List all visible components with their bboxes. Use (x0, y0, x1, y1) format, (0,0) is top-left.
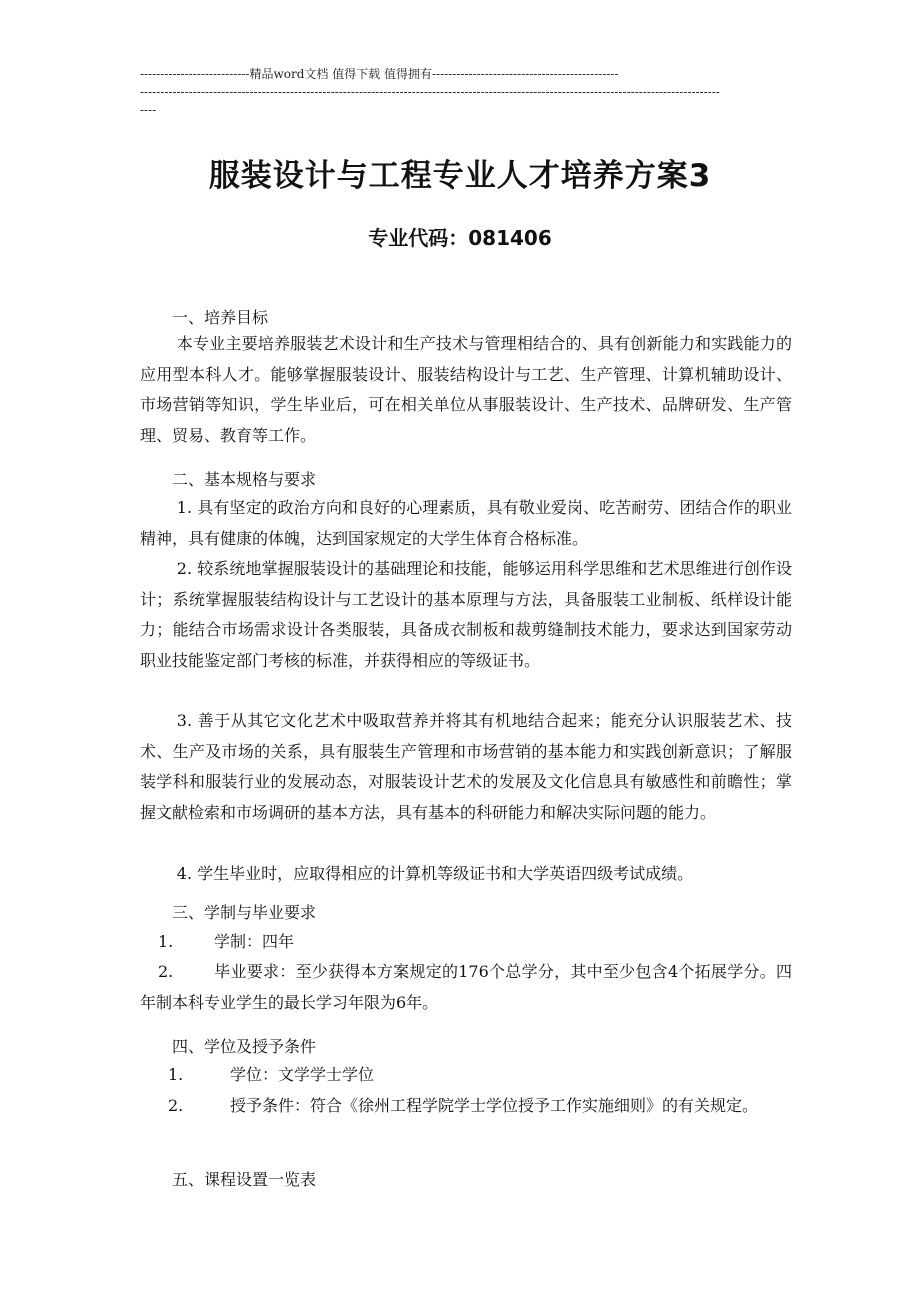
item-number: 2. (168, 1096, 184, 1115)
requirement-item: 2. 较系统地掌握服装设计的基础理论和技能，能够运用科学思维和艺术思维进行创作设计；系统掌握服装结构设计与工艺设计的基本原理与方法，具备服装工业制板、纸样设计能力；能结合市场需求设计各类服装，具备成衣制板和裁剪缝制技术能力，要求达到国家劳动职业技能鉴定部门考核的标准，并获得相应的等级证书。 (140, 559, 792, 670)
item-text: 学制：四年 (214, 932, 295, 951)
section-heading-degree: 四、学位及授予条件 (172, 1037, 317, 1056)
header-rule-tail: ---- (140, 103, 157, 117)
page-title: 服装设计与工程专业人才培养方案3 (208, 158, 712, 194)
section-heading-duration: 三、学制与毕业要求 (172, 903, 317, 922)
item-text: 授予条件：符合《徐州工程学院学士学位授予工作实施细则》的有关规定。 (230, 1096, 759, 1115)
section-heading-goals: 一、培养目标 (172, 308, 269, 327)
section-heading-requirements: 二、基本规格与要求 (172, 470, 317, 489)
graduation-item (140, 957, 792, 1018)
item-text: 毕业要求：至少获得本方案规定的176个总学分，其中至少包含4个拓展学分。四年制本科专业学生的最长学习年限为6年。 (140, 962, 792, 1012)
requirement-item: 4. 学生毕业时，应取得相应的计算机等级证书和大学英语四级考试成绩。 (176, 864, 694, 883)
duration-item (158, 927, 758, 958)
conferral-item (140, 1091, 792, 1122)
header-banner: ---------------------------精品word文档 值得下载 值得拥有---------------------------------------------- (140, 67, 619, 81)
item-text: 学位：文学学士学位 (230, 1065, 375, 1084)
header-rule: ----------------------------------------------------------------------------------------------------------------------------------------------- (140, 85, 720, 99)
item-number: 1. (168, 1065, 184, 1084)
requirement-item: 3. 善于从其它文化艺术中吸取营养并将其有机地结合起来；能充分认识服装艺术、技术、生产及市场的关系，具有服装生产管理和市场营销的基本能力和实践创新意识；了解服装学科和服装行业的发展动态，对服装设计艺术的发展及文化信息具有敏感性和前瞻性；掌握文献检索和市场调研的基本方法，具有基本的科研能力和解决实际问题的能力。 (140, 711, 792, 822)
item-number: 2. (158, 962, 174, 981)
major-code: 专业代码：081406 (368, 226, 552, 250)
requirement-item: 1. 具有坚定的政治方向和良好的心理素质，具有敬业爱岗、吃苦耐劳、团结合作的职业精神，具有健康的体魄，达到国家规定的大学生体育合格标准。 (140, 498, 792, 548)
section-paragraph-goals: 本专业主要培养服装艺术设计和生产技术与管理相结合的、具有创新能力和实践能力的应用型本科人才。能够掌握服装设计、服装结构设计与工艺、生产管理、计算机辅助设计、市场营销等知识，学生毕业后，可在相关单位从事服装设计、生产技术、品牌研发、生产管理、贸易、教育等工作。 (140, 334, 792, 445)
section-heading-courses: 五、课程设置一览表 (172, 1170, 317, 1189)
item-number: 1. (158, 932, 174, 951)
degree-item (168, 1060, 768, 1091)
